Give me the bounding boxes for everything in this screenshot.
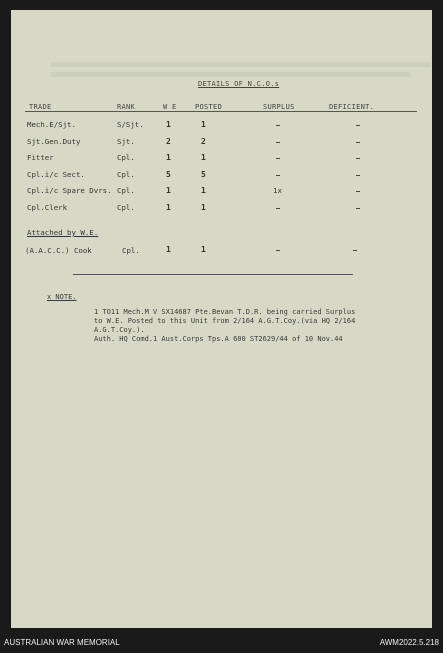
- show-through-line: [51, 62, 431, 67]
- row-surplus-dash: [276, 125, 280, 126]
- row-posted: 2: [201, 136, 206, 146]
- attached-surplus-dash: [276, 250, 280, 251]
- attached-we: 1: [166, 245, 171, 254]
- row-trade: Mech.E/Sjt.: [27, 120, 76, 129]
- attached-trade: (A.A.C.C.) Cook: [25, 246, 92, 255]
- row-rank: Cpl.: [117, 202, 135, 212]
- sheet-title: DETAILS OF N.C.O.s: [198, 80, 280, 88]
- col-surplus: SURPLUS: [263, 103, 295, 111]
- col-posted: POSTED: [195, 103, 223, 111]
- footer-accession: AWM2022.5.218: [379, 638, 439, 647]
- row-deficient-dash: [356, 175, 360, 176]
- row-posted: 1: [201, 202, 206, 212]
- row-surplus-dash: [276, 158, 280, 159]
- footer-institution: AUSTRALIAN WAR MEMORIAL: [4, 638, 120, 647]
- row-deficient-dash: [356, 142, 360, 143]
- attached-rank: Cpl.: [122, 246, 140, 255]
- row-surplus-dash: [276, 142, 280, 143]
- row-rank: S/Sjt.: [117, 120, 144, 129]
- row-rank: Cpl.: [117, 153, 135, 162]
- attached-label: Attached by W.E.: [27, 228, 99, 237]
- row-we: 2: [166, 136, 171, 146]
- show-through-line: [51, 72, 411, 77]
- row-trade: Cpl.Clerk: [27, 202, 68, 212]
- note-line: Auth. HQ Comd.1 Aust.Corps Tps.A 600 ST2629/44 of 10 Nov.44: [94, 335, 343, 343]
- table-end-rule: [73, 274, 353, 275]
- row-surplus: 1x: [273, 186, 282, 195]
- attached-deficient-dash: [353, 250, 357, 251]
- header-rule: [25, 111, 417, 112]
- row-trade: Cpl.i/c Spare Dvrs.: [27, 186, 112, 195]
- note-line: 1 TO11 Mech.M V SX14687 Pte.Bevan T.D.R. being carried Surplus: [94, 308, 356, 316]
- row-posted: 5: [201, 169, 206, 179]
- document-sheet: [11, 10, 432, 628]
- row-rank: Sjt.: [117, 136, 135, 146]
- note-line: A.G.T.Coy.).: [94, 326, 145, 334]
- row-deficient-dash: [356, 158, 360, 159]
- col-trade: TRADE: [29, 103, 52, 111]
- row-posted: 1: [201, 186, 206, 195]
- row-we: 1: [166, 202, 171, 212]
- row-we: 1: [166, 186, 171, 195]
- row-deficient-dash: [356, 208, 360, 209]
- row-rank: Cpl.: [117, 186, 135, 195]
- row-we: 5: [166, 169, 171, 179]
- col-deficient: DEFICIENT.: [329, 103, 375, 111]
- row-trade: Cpl.i/c Sect.: [27, 169, 85, 179]
- note-line: to W.E. Posted to this Unit from 2/164 A.G.T.Coy.(via HQ 2/164: [94, 317, 356, 325]
- col-rank: RANK: [117, 103, 136, 111]
- row-we: 1: [166, 153, 171, 162]
- note-label: x NOTE.: [47, 293, 77, 301]
- col-we: W E: [163, 103, 177, 111]
- row-surplus-dash: [276, 175, 280, 176]
- row-rank: Cpl.: [117, 169, 135, 179]
- row-trade: Fitter: [27, 153, 54, 162]
- row-deficient-dash: [356, 191, 360, 192]
- row-deficient-dash: [356, 125, 360, 126]
- row-we: 1: [166, 120, 171, 129]
- attached-posted: 1: [201, 245, 206, 254]
- row-posted: 1: [201, 153, 206, 162]
- row-surplus-dash: [276, 208, 280, 209]
- row-trade: Sjt.Gen.Duty: [27, 136, 81, 146]
- row-posted: 1: [201, 120, 206, 129]
